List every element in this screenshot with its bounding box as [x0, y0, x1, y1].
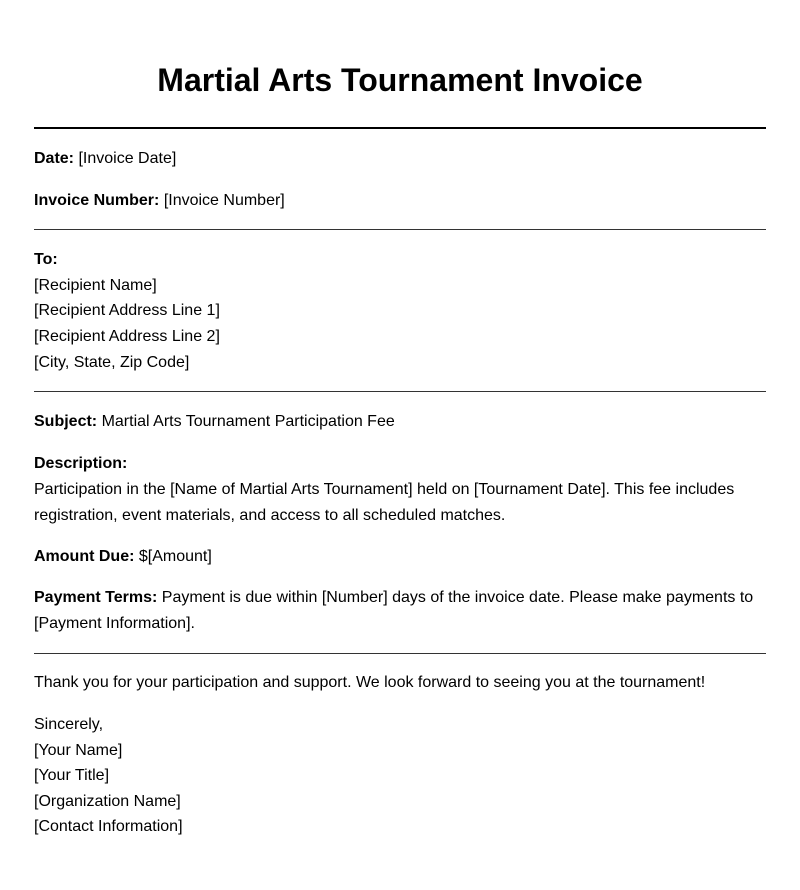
recipient-label: To:: [34, 251, 58, 268]
payment-terms-label: Payment Terms:: [34, 589, 158, 606]
sender-name: [Your Name]: [34, 742, 123, 759]
recipient-city-state-zip: [City, State, Zip Code]: [34, 354, 190, 371]
sender-title: [Your Title]: [34, 767, 110, 784]
invoice-number-label: Invoice Number:: [34, 192, 160, 209]
contact-information: [Contact Information]: [34, 818, 183, 835]
payment-terms-text: Payment is due within [Number] days of the invoice date. Please make payments to: [161, 589, 754, 606]
subject-label: Subject:: [34, 413, 98, 430]
subject-value: Martial Arts Tournament Participation Fee: [101, 413, 395, 430]
date-label: Date:: [34, 150, 75, 167]
organization-name: [Organization Name]: [34, 793, 181, 810]
body-divider: [34, 653, 766, 654]
date-value: [Invoice Date]: [78, 150, 177, 167]
invoice-number-value: [Invoice Number]: [163, 192, 285, 209]
description-label: Description:: [34, 455, 128, 472]
invoice-number-row: [34, 191, 285, 211]
recipient-address-line-1: [Recipient Address Line 1]: [34, 302, 220, 319]
amount-due-value: $[Amount]: [138, 548, 212, 565]
description-label-row: [34, 454, 127, 474]
closing-salutation: Sincerely,: [34, 716, 104, 733]
recipient-name: [Recipient Name]: [34, 277, 157, 294]
date-row: [34, 149, 176, 169]
thank-you-message: Thank you for your participation and support. We look forward to seeing you at the tournament!: [34, 674, 706, 691]
title-divider: [34, 127, 766, 129]
recipient-address-line-2: [Recipient Address Line 2]: [34, 328, 220, 345]
page-title: Martial Arts Tournament Invoice: [157, 62, 643, 98]
description-line-1: Participation in the [Name of Martial Arts Tournament] held on [Tournament Date]. This fee includes: [34, 481, 735, 498]
header-divider: [34, 229, 766, 230]
payment-terms-row: [34, 588, 753, 608]
amount-due-label: Amount Due:: [34, 548, 135, 565]
amount-due-row: [34, 547, 212, 567]
description-line-2: registration, event materials, and access to all scheduled matches.: [34, 507, 506, 524]
subject-row: [34, 412, 395, 432]
recipient-label-row: [34, 250, 58, 270]
recipient-divider: [34, 391, 766, 392]
payment-terms-line-2: [Payment Information].: [34, 615, 195, 632]
